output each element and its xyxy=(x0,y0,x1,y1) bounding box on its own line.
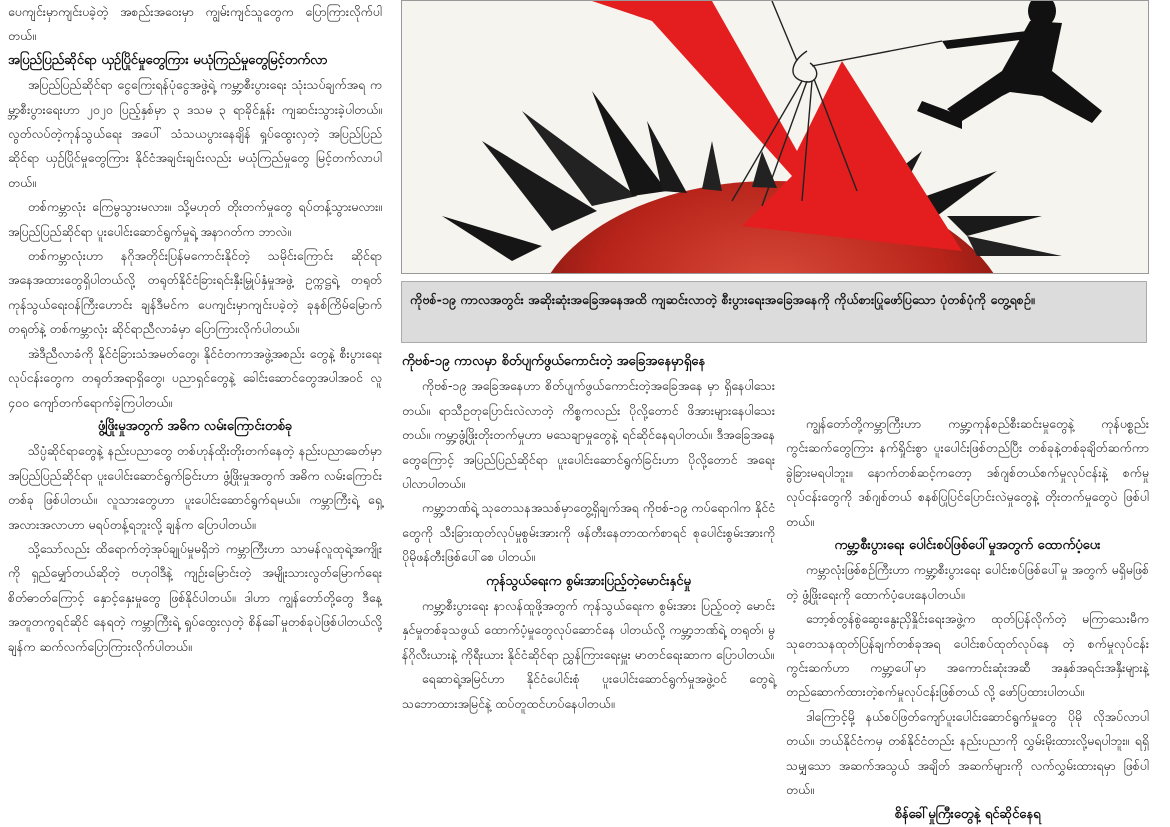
section-heading: စိန်ခေါ်မှုကြီးတွေနဲ့ ရင်ဆိုင်နေရ xyxy=(894,806,1041,822)
paragraph: ပေကျင်းမှာကျင်းပခဲ့တဲ့ အစည်းအဝေးမှာ ကျွမ်းကျင်သူတွေက ပြောကြားလိုက်ပါတယ်။ xyxy=(8,4,382,44)
paragraph: ကမ္ဘာလုံးဖြစ်စဉ်ကြီးဟာ ကမ္ဘာ့စီးပွားရေး ပေါင်းစပ်ဖြစ်ပေါ်မှု အတွက် မရှိမဖြစ်တဲ့ ဖွံ့ဖြိုးရေးကို ထောက်ပံ့ပေးနေပါတယ်။ xyxy=(786,562,1149,602)
paragraph: ဘော့စ်တွန်စွဲဆွေးနွေးညှိနှိုင်းရေးအဖွဲ့က ထုတ်ပြန်လိုက်တဲ့ မကြာသေးမီက သုတေသနထုတ်ပြန်ချက်တစ်ခုအရ ပေါင်းစပ်ထုတ်လုပ်နေ တဲ့ စက်မှုလုပ်ငန်းကွင်းဆက်ဟာ ကမ္ဘာ့ပေါ်မှာ အကောင်းဆုံးအဆီ အနှစ်အရင်းအနှီးများနဲ့ တည်ဆောက်ထားတဲ့စက်မှုလုပ်ငန်းဖြစ်တယ် လို့ ဖော်ပြထားပါတယ်။ xyxy=(786,611,1149,700)
section-heading: ဖွံ့ဖြိုးမှုအတွက် အဓိက လမ်းကြောင်းတစ်ခု xyxy=(97,418,293,434)
economy-illustration xyxy=(402,1,1148,273)
photo-caption: ကိုဗစ်-၁၉ ကာလအတွင်း အဆိုးဆုံးအခြေအနေအထိ ကျဆင်းလာတဲ့ စီးပွားရေးအခြေအနေကို ကိုယ်စားပြုဖော်ပြသော ပုံတစ်ပုံကို တွေ့ရစဉ်။ xyxy=(401,281,1147,343)
paragraph: အပြည်ပြည်ဆိုင်ရာ ငွေကြေးရန်ပုံငွေအဖွဲ့ရဲ့ ကမ္ဘာ့စီးပွားရေး သုံးသပ်ချက်အရ ကမ္ဘာ့စီးပွားရေးဟာ ၂၀၂၀ ပြည့်နှစ်မှာ ၃ ဒသမ ၃ ရာခိုင်နှုန်း ကျဆင်းသွားခဲ့ပါတယ်။ လွတ်လပ်တဲ့ကုန်သွယ်ရေး အပေါ် သံသယပွားနေချိန် ရှုပ်ထွေးလှတဲ့ အပြည်ပြည်ဆိုင်ရာ ယှဉ်ပြိုင်မှုတွေကြား နိုင်ငံအချင်းချင်းလည်း မယုံကြည်မှုတွေ မြင့်တက်လာပါတယ်။ xyxy=(8,77,382,190)
paragraph: တစ်ကမ္ဘာလုံးဟာ နဂိုအတိုင်းပြန်မကောင်းနိုင်တဲ့ သမိုင်းကြောင်း ဆိုင်ရာ အနေအထားတွေရှိပါတယ်လို့ တရုတ်နိုင်ငံခြားရင်းနှီးမြှုပ်နှံမှုအဖွဲ့ ဥက္ကဋ္ဌရဲ့ တရုတ်ကုန်သွယ်ရေးဝန်ကြီးဟောင်း ချန်ဒီမင်က ပေကျင်းမှာကျင်းပခဲ့တဲ့ ခုနစ်ကြိမ်မြောက် တရုတ်နဲ့ တစ်ကမ္ဘာလုံး ဆိုင်ရာညီလာခံမှာ ပြောကြားလိုက်ပါတယ်။ xyxy=(8,248,382,337)
paragraph: ရေဆာရဲ့အမြင်ဟာ နိုင်ငံပေါင်းစုံ ပူးပေါင်းဆောင်ရွက်မှုအဖွဲ့ဝင် တွေရဲ့ သဘောထားအမြင်နဲ့ ထပ်တူထင်ဟပ်နေပါတယ်။ xyxy=(402,671,775,711)
section-heading: အပြည်ပြည်ဆိုင်ရာ ယှဉ်ပြိုင်မှုတွေကြား မယုံကြည်မှုတွေမြင့်တက်လာ xyxy=(8,52,328,68)
paragraph: ကမ္ဘာ့ဘဏ်ရဲ့ သုတေသနအသစ်မှာတွေ့ရှိချက်အရ ကိုဗစ်-၁၉ ကပ်ရောဂါက နိုင်ငံတွေကို သီးခြားထုတ်လုပ်မှုစွမ်းအားကို ဖန်တီးနေတာထက်စာရင် စုပေါင်းစွမ်းအားကို ပိုမိုဖန်တီးဖြစ်ပေါ်စေ ပါတယ်။ xyxy=(402,500,775,565)
paragraph: တစ်ကမ္ဘာလုံး ကြေမွသွားမလား။ သို့မဟုတ် တိုးတက်မှုတွေ ရပ်တန့်သွားမလား။ အပြည်ပြည်ဆိုင်ရာ ပူးပေါင်းဆောင်ရွက်မှုရဲ့ အနာဂတ်က ဘာလဲ။ xyxy=(8,199,382,239)
paragraph: သိပ္ပံဆိုင်ရာတွေနဲ့ နည်းပညာတွေ တစ်ဟုန်ထိုးတိုးတက်နေတဲ့ နည်းပညာခေတ်မှာ အပြည်ပြည်ဆိုင်ရာ ပူးပေါင်းဆောင်ရွက်ခြင်းဟာ ဖွံ့ဖြိုးမှုအတွက် အဓိက လမ်းကြောင်းတစ်ခု ဖြစ်ပါတယ်။ လူသားတွေဟာ ပူးပေါင်းဆောင်ရွက်ရမယ်။ ကမ္ဘာကြီးရဲ့ ရှေ့အလားအလာဟာ မရပ်တန့်ရဘူးလို့ ချန်က ပြောပါတယ်။ xyxy=(8,443,382,532)
right-column xyxy=(786,412,1149,827)
section-heading: ကိုဗစ်-၁၉ ကာလမှာ စိတ်ပျက်ဖွယ်ကောင်းတဲ့ အခြေအနေမှာရှိနေ xyxy=(402,354,706,369)
middle-column xyxy=(402,350,775,716)
section-heading: ကမ္ဘာ့စီးပွားရေး ပေါင်းစပ်ဖြစ်ပေါ်မှုအတွက် ထောက်ပံ့ပေး xyxy=(834,538,1101,554)
paragraph: ကမ္ဘာ့စီးပွားရေး နာလန်ထူဖို့အတွက် ကုန်သွယ်ရေးက စွမ်းအား ပြည့်ဝတဲ့ မောင်းနှင်မှုတစ်ခုသဖွယ် ထောက်ပံ့မှုတွေလုပ်ဆောင်နေ ပါတယ်လို့ ကမ္ဘာ့ဘဏ်ရဲ့ တရုတ်၊ မွန်ဂိုလီးယားနဲ့ ကိုရီးယား နိုင်ငံဆိုင်ရာ ညွှန်ကြားရေးမှူး မာတင်ရေးဆာက ပြောပါတယ်။ xyxy=(402,598,775,662)
paragraph: ကိုဗစ်-၁၉ အခြေအနေဟာ စိတ်ပျက်ဖွယ်ကောင်းတဲ့အခြေအနေ မှာ ရှိနေပါသေးတယ်။ ရာသီဥတုပြောင်းလဲလာတဲ့ ကိစ္စကလည်း ပိုလို့တောင် ဖိအားများနေပါသေးတယ်။ ကမ္ဘာ့ဖွံ့ဖြိုးတိုးတက်မှုဟာ မသေချာမှုတွေနဲ့ ရင်ဆိုင်နေရပါတယ်။ ဒီအခြေအနေတွေကြောင့် အပြည်ပြည်ဆိုင်ရာ ပူးပေါင်းဆောင်ရွက်ခြင်းဟာ ပိုလို့တောင် အရေးပါလာပါတယ်။ xyxy=(402,378,775,492)
section-heading: ကုန်သွယ်ရေးက စွမ်းအားပြည့်တဲ့မောင်းနှင်မှု xyxy=(486,573,691,589)
paragraph: ဒါကြောင့်မို့ နယ်စပ်ဖြတ်ကျော်ပူးပေါင်းဆောင်ရွက်မှုတွေ ပိုမို လိုအပ်လာပါတယ်။ ဘယ်နိုင်ငံကမှ တစ်နိုင်ငံတည်း နည်းပညာကို လွှမ်းမိုးထားလို့မရပါဘူး။ ရရှိသမျှသော အဆက်အသွယ် အချိတ် အဆက်များကို လက်လွှမ်းထားရမှာ ဖြစ်ပါတယ်။ xyxy=(786,708,1149,798)
paragraph: ကျွန်တော်တို့ကမ္ဘာကြီးဟာ ကမ္ဘာ့ကုန်စည်စီးဆင်းမှုတွေနဲ့ ကုန်ပစ္စည်း ကွင်းဆက်တွေကြား နက်ရှိုင်းစွာ ပူးပေါင်းဖြစ်တည်ပြီး တစ်ခုနဲ့တစ်ခုချိတ်ဆက်ကာ ခွဲခြားမရပါဘူး။ နောက်တစ်ဆင့်ကတော့ ဒစ်ဂျစ်တယ်စက်မှုလုပ်ငန်းနဲ့ စက်မှုလုပ်ငန်းတွေကို ဒစ်ဂျစ်တယ် စနစ်ပြုပြင်ပြောင်းလဲမှုတွေနဲ့ တိုးတက်မှုတွေပဲ ဖြစ်ပါတယ်။ xyxy=(786,416,1149,529)
left-column xyxy=(8,0,382,659)
paragraph: သို့သော်လည်း ထိရောက်တဲ့အုပ်ချုပ်မှုမရှိဘဲ ကမ္ဘာကြီးဟာ သာမန်လူထုရဲ့အကျိုးကို ရှည်မျှော်တယ်ဆိုတဲ့ ဗဟုဝါဒီနဲ့ ကျဉ်းမြောင်းတဲ့ အမျိုးသားလွတ်မြောက်ရေးစိတ်ဓာတ်ကြောင့် နှောင့်နှေးမှုတွေ ဖြစ်နိုင်ပါတယ်။ ဒါဟာ ကျွန်တော်တို့တွေ ဒီနေ့အတူတကွရင်ဆိုင် နေရတဲ့ ကမ္ဘာကြီးရဲ့ ရှုပ်ထွေးလှတဲ့ စိန်ခေါ်မှုတစ်ခုပဲဖြစ်ပါတယ်လို့ ချန်က ဆက်လက်ပြောကြားလိုက်ပါတယ်။ xyxy=(8,540,382,654)
illustration-photo xyxy=(401,0,1149,274)
paragraph: အဲဒီညီလာခံကို နိုင်ငံခြားသံအမတ်တွေ၊ နိုင်ငံတကာအဖွဲ့အစည်း တွေနဲ့ စီးပွားရေးလုပ်ငန်းတွေက တရုတ်အရာရှိတွေ၊ ပညာရှင်တွေနဲ့ ခေါင်းဆောင်တွေအပါအဝင် လူ ၄၀၀ ကျော်တက်ရောက်ခဲ့ကြပါတယ်။ xyxy=(8,345,382,410)
